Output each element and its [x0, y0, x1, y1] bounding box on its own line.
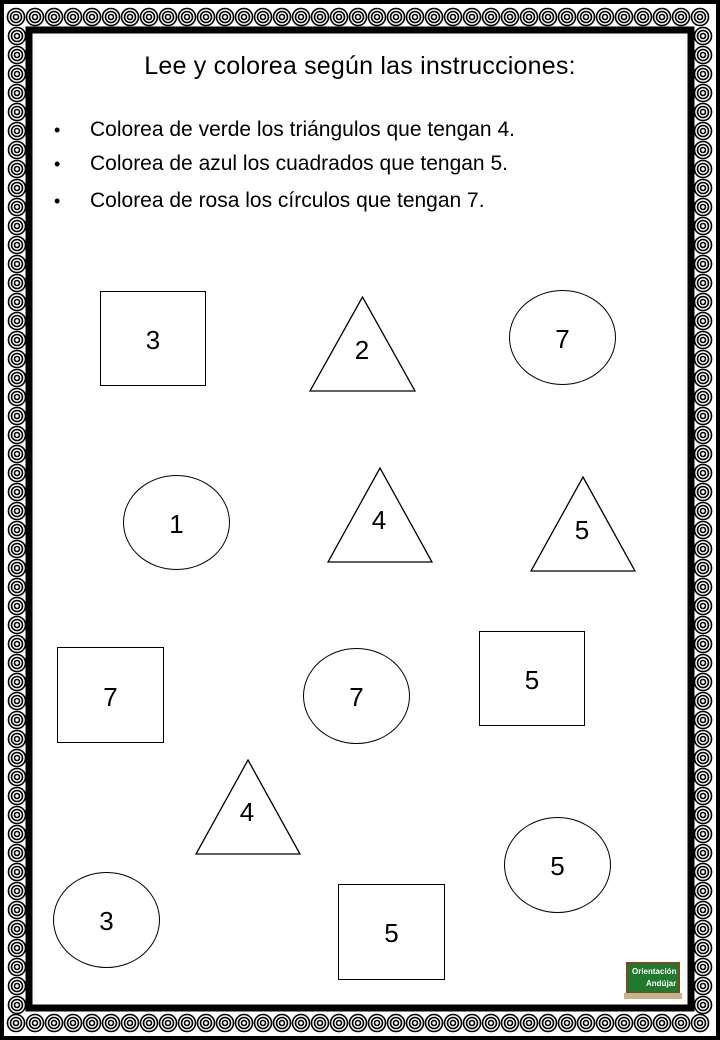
- square-shape[interactable]: [338, 884, 445, 980]
- shape-number: 3: [145, 325, 161, 355]
- square-shape[interactable]: [479, 631, 585, 726]
- instruction-text: Colorea de rosa los círculos que tengan 7.: [90, 189, 485, 212]
- triangle-shape[interactable]: [530, 476, 636, 572]
- bullet-icon: •: [54, 191, 61, 211]
- shape-number: 7: [103, 682, 118, 712]
- shape-number: 7: [349, 682, 364, 712]
- shape-number: 5: [384, 918, 399, 948]
- circle-shape[interactable]: [504, 817, 611, 913]
- page-title: Lee y colorea según las instrucciones:: [144, 52, 576, 80]
- chalkboard-icon: [626, 962, 680, 994]
- circle-shape[interactable]: [303, 648, 410, 744]
- square-shape[interactable]: [100, 291, 206, 386]
- shape-number: 7: [555, 324, 570, 354]
- bullet-icon: •: [54, 154, 61, 174]
- shape-number: 5: [550, 851, 565, 881]
- triangle-shape[interactable]: [195, 759, 301, 855]
- square-shape[interactable]: [57, 647, 164, 743]
- shape-number: 5: [574, 515, 590, 545]
- shape-number: 5: [524, 665, 540, 695]
- logo-line1: Orientación: [632, 967, 677, 976]
- circle-shape[interactable]: [123, 475, 230, 570]
- chalkboard-stand-icon: [624, 993, 682, 999]
- shape-number: 2: [354, 335, 370, 365]
- logo-line2: Andújar: [646, 979, 677, 988]
- orientacion-andujar-logo: [624, 962, 682, 1002]
- shape-number: 3: [99, 906, 114, 936]
- shape-number: 4: [239, 797, 255, 827]
- triangle-shape[interactable]: [327, 467, 433, 563]
- circle-shape[interactable]: [53, 872, 160, 968]
- shape-number: 4: [371, 505, 387, 535]
- instruction-text: Colorea de verde los triángulos que tengan 4.: [90, 118, 515, 141]
- triangle-shape[interactable]: [309, 296, 416, 392]
- instruction-text: Colorea de azul los cuadrados que tengan 5.: [90, 152, 508, 175]
- circle-shape[interactable]: [509, 290, 616, 385]
- bullet-icon: •: [54, 120, 61, 140]
- shape-number: 1: [169, 509, 184, 539]
